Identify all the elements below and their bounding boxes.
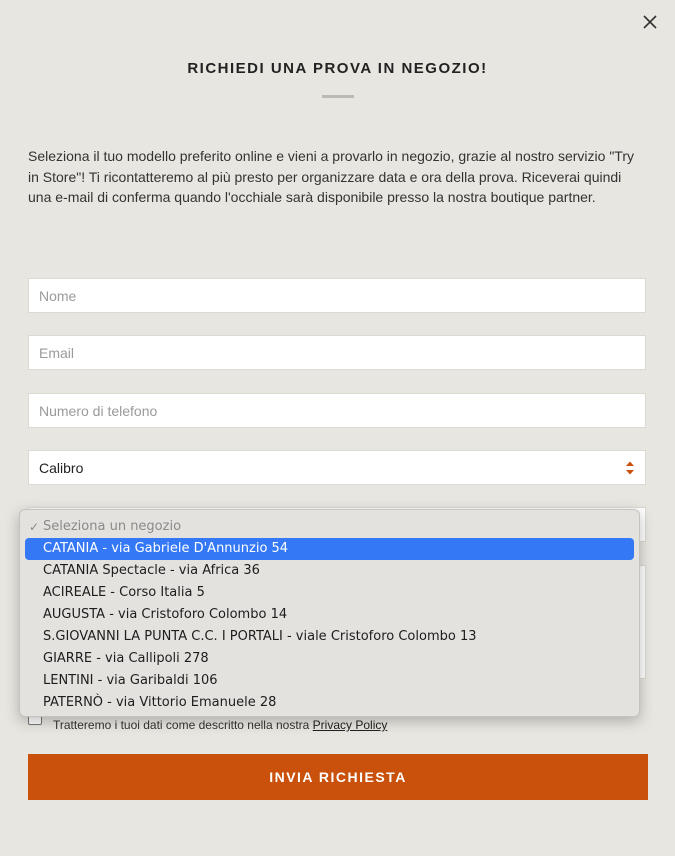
privacy-text: Tratteremo i tuoi dati come descritto nella nostra (53, 718, 313, 732)
intro-text: Seleziona il tuo modello preferito online e vieni a provarlo in negozio, grazie al nostro servizio "Try in Store"! Ti ricontatteremo al più presto per organizzare data e ora della prova. Riceverai quindi una e-mail di conferma quando l'occhiale sarà disponibile presso la nostra boutique partner. (28, 148, 634, 205)
dropdown-option-label: PATERNÒ - via Vittorio Emanuele 28 (43, 695, 277, 710)
email-placeholder: Email (39, 344, 75, 361)
dropdown-option[interactable] (25, 604, 634, 626)
model-select-value: Calibro (39, 459, 84, 476)
phone-placeholder: Numero di telefono (39, 402, 158, 419)
dropdown-option[interactable] (25, 626, 634, 648)
name-placeholder: Nome (39, 287, 77, 304)
dropdown-option-label: GIARRE - via Callipoli 278 (43, 651, 209, 666)
privacy-policy-link[interactable]: Privacy Policy (312, 718, 388, 732)
email-input[interactable] (28, 335, 646, 370)
dropdown-option[interactable] (25, 582, 634, 604)
dropdown-option-label: S.GIOVANNI LA PUNTA C.C. I PORTALI - viale Cristoforo Colombo 13 (43, 629, 477, 644)
privacy-note (53, 718, 387, 732)
store-dropdown-list (19, 509, 640, 717)
checkmark-icon: ✓ (29, 520, 40, 534)
select-arrows-icon (625, 460, 635, 476)
close-icon[interactable] (639, 11, 661, 33)
name-input[interactable] (28, 278, 646, 313)
dropdown-option-label: LENTINI - via Garibaldi 106 (43, 673, 218, 688)
dropdown-placeholder-label: Seleziona un negozio (43, 519, 182, 534)
dropdown-option[interactable] (25, 560, 634, 582)
modal-title: RICHIEDI UNA PROVA IN NEGOZIO! (187, 60, 488, 77)
submit-button[interactable]: INVIA RICHIESTA (28, 754, 648, 800)
model-select[interactable] (28, 450, 646, 485)
dropdown-option-label: CATANIA - via Gabriele D'Annunzio 54 (43, 541, 289, 556)
dropdown-option-label: ACIREALE - Corso Italia 5 (43, 585, 205, 600)
dropdown-option[interactable] (25, 648, 634, 670)
dropdown-option[interactable] (25, 670, 634, 692)
dropdown-option[interactable] (25, 538, 634, 560)
title-divider (322, 95, 354, 98)
dropdown-option[interactable] (25, 692, 634, 714)
dropdown-option-label: AUGUSTA - via Cristoforo Colombo 14 (43, 607, 288, 622)
dropdown-placeholder-option[interactable] (25, 516, 634, 538)
dropdown-option-label: CATANIA Spectacle - via Africa 36 (43, 563, 260, 578)
phone-input[interactable] (28, 393, 646, 428)
